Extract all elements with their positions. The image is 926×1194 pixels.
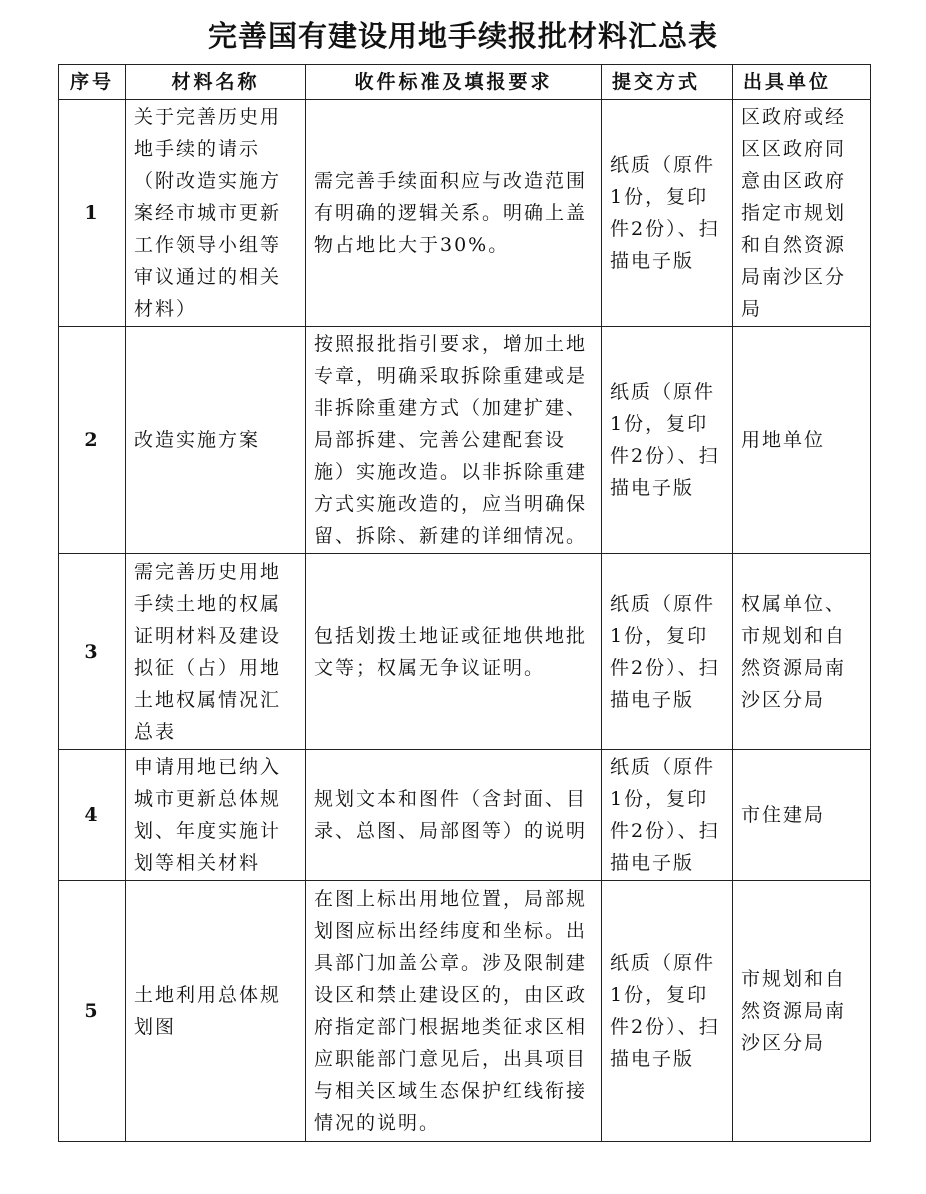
- row-material-name: 关于完善历史用地手续的请示（附改造实施方案经市城市更新工作领导小组等审议通过的相关材料）: [126, 100, 306, 327]
- table-header-row: [59, 65, 871, 100]
- table-row: [59, 881, 871, 1142]
- row-material-name: 改造实施方案: [126, 327, 306, 554]
- row-requirement: 按照报批指引要求，增加土地专章，明确采取拆除重建或是非拆除重建方式（加建扩建、局部拆建、完善公建配套设施）实施改造。以非拆除重建方式实施改造的，应当明确保留、拆除、新建的详细情况。: [306, 327, 602, 554]
- row-submission-method: 纸质（原件1份，复印件2份）、扫描电子版: [602, 750, 733, 881]
- table-row: [59, 100, 871, 327]
- row-issuing-unit: 市规划和自然资源局南沙区分局: [733, 881, 871, 1142]
- table-row: [59, 750, 871, 881]
- header-issuing-unit: 出具单位: [733, 65, 871, 100]
- row-requirement: 在图上标出用地位置，局部规划图应标出经纬度和坐标。出具部门加盖公章。涉及限制建设区和禁止建设区的，由区政府指定部门根据地类征求区相应职能部门意见后，出具项目与相关区域生态保护红线衔接情况的说明。: [306, 881, 602, 1142]
- row-submission-method: 纸质（原件1份，复印件2份）、扫描电子版: [602, 100, 733, 327]
- row-requirement: 包括划拨土地证或征地供地批文等；权属无争议证明。: [306, 554, 602, 750]
- materials-summary-table: [58, 64, 871, 1142]
- header-material-name: 材料名称: [126, 65, 306, 100]
- row-submission-method: 纸质（原件1份，复印件2份）、扫描电子版: [602, 881, 733, 1142]
- row-seq: 2: [59, 327, 126, 554]
- header-submission-method: 提交方式: [602, 65, 733, 100]
- row-issuing-unit: 用地单位: [733, 327, 871, 554]
- row-material-name: 申请用地已纳入城市更新总体规划、年度实施计划等相关材料: [126, 750, 306, 881]
- row-seq: 5: [59, 881, 126, 1142]
- header-seq: 序号: [59, 65, 126, 100]
- row-submission-method: 纸质（原件1份，复印件2份）、扫描电子版: [602, 554, 733, 750]
- row-issuing-unit: 权属单位、市规划和自然资源局南沙区分局: [733, 554, 871, 750]
- row-issuing-unit: 市住建局: [733, 750, 871, 881]
- row-material-name: 需完善历史用地手续土地的权属证明材料及建设拟征（占）用地土地权属情况汇总表: [126, 554, 306, 750]
- row-requirement: 需完善手续面积应与改造范围有明确的逻辑关系。明确上盖物占地比大于30%。: [306, 100, 602, 327]
- row-issuing-unit: 区政府或经区区政府同意由区政府指定市规划和自然资源局南沙区分局: [733, 100, 871, 327]
- row-submission-method: 纸质（原件1份，复印件2份）、扫描电子版: [602, 327, 733, 554]
- document-title: 完善国有建设用地手续报批材料汇总表: [207, 19, 718, 53]
- row-seq: 1: [59, 100, 126, 327]
- table-row: [59, 327, 871, 554]
- row-requirement: 规划文本和图件（含封面、目录、总图、局部图等）的说明: [306, 750, 602, 881]
- table-row: [59, 554, 871, 750]
- row-seq: 3: [59, 554, 126, 750]
- row-seq: 4: [59, 750, 126, 881]
- header-requirement: 收件标准及填报要求: [306, 65, 602, 100]
- row-material-name: 土地利用总体规划图: [126, 881, 306, 1142]
